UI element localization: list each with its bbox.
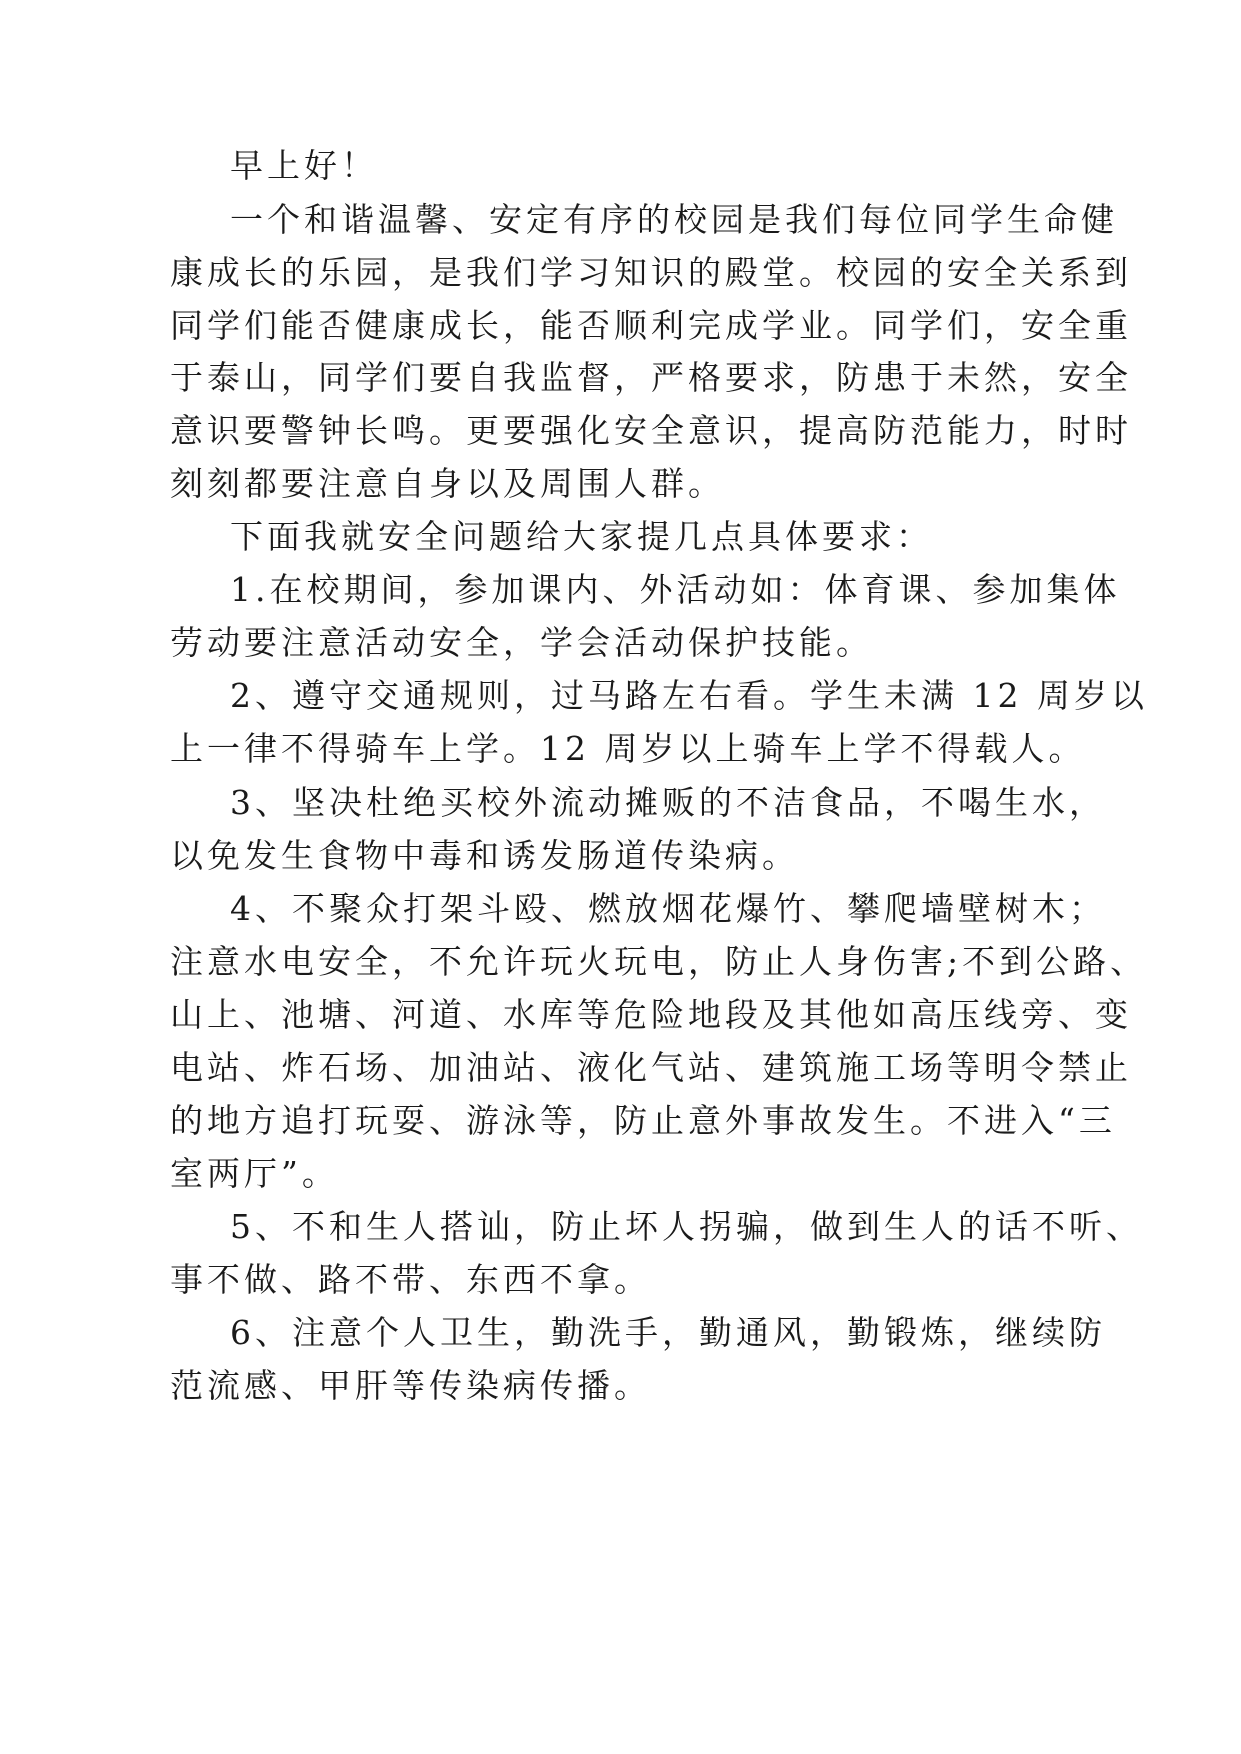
text-line: 刻刻都要注意自身以及周围人群。 — [170, 464, 725, 503]
text-line: 范流感、甲肝等传染病传播。 — [170, 1366, 651, 1405]
text-line: 电站、炸石场、加油站、液化气站、建筑施工场等明令禁止 — [170, 1048, 1132, 1087]
text-line: 5、不和生人搭讪，防止坏人拐骗，做到生人的话不听、 — [230, 1207, 1143, 1246]
text-line: 室两厅”。 — [170, 1154, 339, 1193]
text-line: 以免发生食物中毒和诱发肠道传染病。 — [170, 836, 799, 875]
text-line: 4、不聚众打架斗殴、燃放烟花爆竹、攀爬墙壁树木； — [230, 889, 1106, 928]
text-line: 2、遵守交通规则，过马路左右看。学生未满 12 周岁以 — [230, 676, 1148, 715]
text-line: 下面我就安全问题给大家提几点具体要求： — [230, 517, 933, 556]
text-line: 康成长的乐园，是我们学习知识的殿堂。校园的安全关系到 — [170, 253, 1132, 292]
text-line: 的地方追打玩耍、游泳等，防止意外事故发生。不进入“三 — [170, 1101, 1116, 1140]
text-line: 山上、池塘、河道、水库等危险地段及其他如高压线旁、变 — [170, 995, 1132, 1034]
text-line: 一个和谐温馨、安定有序的校园是我们每位同学生命健 — [230, 200, 1118, 239]
text-line: 上一律不得骑车上学。12 周岁以上骑车上学不得载人。 — [170, 729, 1086, 768]
text-line: 劳动要注意活动安全，学会活动保护技能。 — [170, 623, 873, 662]
text-line: 3、坚决杜绝买校外流动摊贩的不洁食品，不喝生水， — [230, 783, 1106, 822]
text-line: 注意水电安全，不允许玩火玩电，防止人身伤害;不到公路、 — [170, 942, 1148, 981]
text-line: 1.在校期间，参加课内、外活动如：体育课、参加集体 — [230, 570, 1121, 609]
text-line: 早上好！ — [230, 146, 378, 185]
text-line: 意识要警钟长鸣。更要强化安全意识，提高防范能力，时时 — [170, 411, 1132, 450]
text-line: 于泰山，同学们要自我监督，严格要求，防患于未然，安全 — [170, 358, 1132, 397]
text-line: 事不做、路不带、东西不拿。 — [170, 1260, 651, 1299]
text-line: 同学们能否健康成长，能否顺利完成学业。同学们，安全重 — [170, 306, 1132, 345]
text-line: 6、注意个人卫生，勤洗手，勤通风，勤锻炼，继续防 — [230, 1313, 1106, 1352]
